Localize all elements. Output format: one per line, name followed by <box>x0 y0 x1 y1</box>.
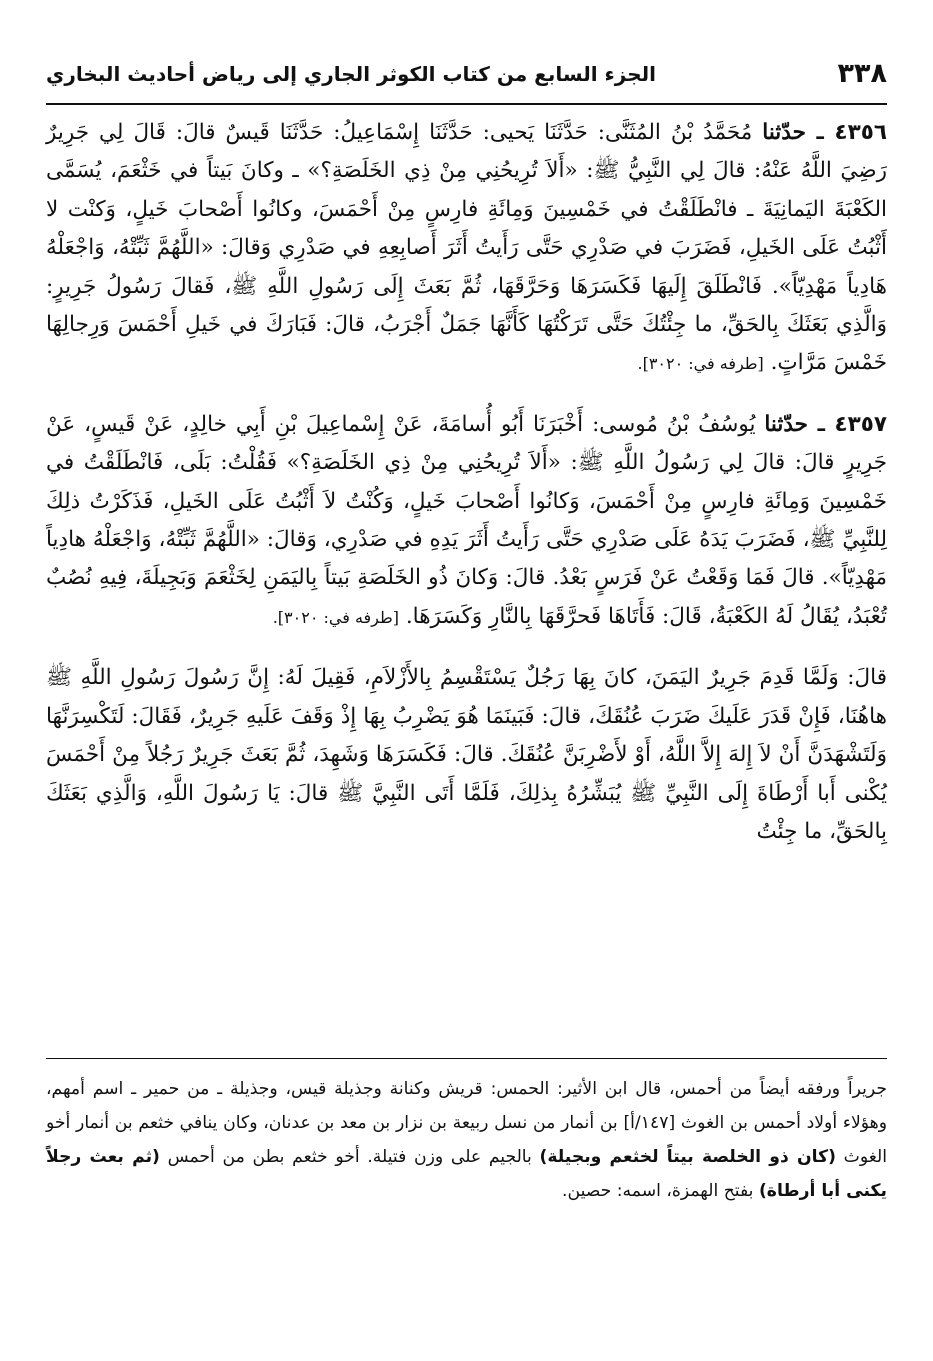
footnote-text: بالجيم على وزن فتيلة. أخو خثعم بطن من أحمس <box>159 1147 540 1167</box>
page-number: ٣٣٨ <box>837 58 887 89</box>
hadith-number: ٤٣٥٦ <box>834 120 887 145</box>
hadith-cross-reference: [طرفه في: ٣٠٢٠]. <box>637 354 764 374</box>
footnote-text: بفتح الهمزة، اسمه: حصين. <box>562 1181 759 1201</box>
hadith-opening: حدّثنا <box>762 120 806 145</box>
footnote <box>46 1072 887 1208</box>
running-title: الجزء السابع من كتاب الكوثر الجاري إلى رياض أحاديث البخاري <box>46 62 656 86</box>
hadith-4356 <box>46 114 887 384</box>
hadith-dash: ـ <box>805 120 835 145</box>
hadith-cross-reference: [طرفه في: ٣٠٢٠]. <box>272 607 399 627</box>
hadith-text: مُحَمَّدُ بْنُ المُثَنَّى: حَدَّثَنَا يَحيى: حَدَّثَنَا إِسْمَاعِيلُ: حَدَّثَنَا قَيسٌ قالَ: قَالَ لِي جَرِيرٌ رَضِيَ اللَّهُ عَنْهُ: قالَ لِي النَّبِيُّ ﷺ: «أَلاَ تُرِيحُنِي مِنْ ذِي الخَلَصَةِ؟» ـ وكانَ بَيتاً في خَثْعَمَ، يُسَمَّى الكَعْبَةَ اليَمانِيَةَ ـ فانْطَلَقْتُ في خَمْسِينَ وَمِائَةِ فارِسٍ مِنْ أَحْمَسَ، وكانُوا أَصْحابَ خَيلٍ، وَكنْت لا أَثْبُتُ عَلَى الخَيلِ، فَضَرَبَ في صَدْرِي حَتَّى رَأَيتُ أَثَرَ أَصابِعِهِ في صَدْرِي وَقالَ: «اللَّهُمَّ ثَبِّتْهُ، وَاجْعَلْهُ هَادِياً مَهْدِيّاً». فَانْطَلَقَ إِلَيهَا فَكَسَرَهَا وَحَرَّقَهَا، ثُمَّ بَعَثَ إِلَى رَسُولِ اللَّهِ ﷺ، فَقالَ رَسُولُ جَرِيرٍ: وَالَّذِي بَعَثَكَ بِالحَقِّ، ما جِئْتُكَ حَتَّى تَرَكْتُهَا كَأَنَّهَا جَمَلٌ أَجْرَبُ، قالَ: فَبَارَكَ في خَيلِ أَحْمَسَ وَرِجالِهَا خَمْسَ مَرَّاتٍ. <box>46 120 887 376</box>
hadith-continuation: قالَ: وَلَمَّا قَدِمَ جَرِيرٌ اليَمَنَ، كانَ بِهَا رَجُلٌ يَسْتَقْسِمُ بِالأَزْلاَمِ، فَقِيلَ لَهُ: إِنَّ رَسُولَ رَسُولِ اللَّهِ ﷺ هاهُنَا، فَإِنْ قَدَرَ عَلَيكَ ضَرَبَ عُنُقَكَ، قالَ: فَبَينَمَا هُوَ يَضْرِبُ بِهَا إِذْ وَقَفَ عَلَيهِ جَرِيرٌ، فَقَالَ: لَتَكْسِرَنَّهَا وَلَتَشْهَدَنَّ أَنْ لاَ إِلهَ إِلاَّ اللَّهُ، أَوْ لأَضْرِبَنَّ عُنُقَكَ. قالَ: فَكَسَرَهَا وَشَهِدَ، ثُمَّ بَعَثَ جَرِيرٌ رَجُلاً مِنْ أَحْمَسَ يُكْنى أَبا أَرْطَاةَ إِلَى النَّبِيِّ ﷺ يُبَشِّرُهُ بِذلِكَ، فَلَمَّا أَتَى النَّبِيَّ ﷺ قالَ: يَا رَسُولَ اللَّهِ، وَالَّذِي بَعَثَكَ بِالحَقِّ، ما جِئْتُ <box>46 665 887 844</box>
hadith-opening: حدّثنا <box>764 411 808 437</box>
footnote-quoted-text: (ثم بعث رجلاً يكنى أبا أرطاة) <box>46 1147 887 1201</box>
header-divider <box>46 103 887 105</box>
footnote-divider <box>46 1058 887 1059</box>
page-header <box>46 54 887 102</box>
hadith-4357 <box>46 406 887 637</box>
hadith-number: ٤٣٥٧ <box>834 411 887 437</box>
footnote-text: جريراً ورفقه أيضاً من أحمس، قال ابن الأثير: الحمس: قريش وكنانة وجذيلة قيس، وجذيلة ـ من حمير ـ اسم أمهم، وهؤلاء أولاد أحمس بن الغوث [١٤٧/أ] بن أنمار من نسل ربيعة بن نزار بن معد بن عدنان، وكان ينافي خثعم بن أنمار أخو الغوث <box>46 1079 888 1167</box>
main-text <box>46 114 887 851</box>
footnote-quoted-text: (كان ذو الخلصة بيتاً لخثعم وبجيلة) <box>539 1147 836 1167</box>
hadith-text: يُوسُفُ بْنُ مُوسى: أَخْبَرَنَا أَبُو أُسامَةَ، عَنْ إِسْماعِيلَ بْنِ أَبِي خالِدٍ، عَنْ قَيسٍ، عَنْ جَرِيرٍ قالَ: قالَ لِي رَسُولُ اللَّهِ ﷺ: «أَلاَ تُرِيحُنِي مِنْ ذِي الخَلَصَةِ؟» فَقُلْتُ: بَلَى، فَانْطَلَقْتُ في خَمْسِينَ وَمِائَةِ فارِسٍ مِنْ أَحْمَسَ، وَكانُوا أَصْحابَ خَيلٍ، وَكُنْتُ لاَ أَثْبُتُ عَلَى الخَيلِ، فَذَكَرْتُ ذلِكَ لِلنَّبِيِّ ﷺ، فَضَرَبَ يَدَهُ عَلَى صَدْرِي حَتَّى رَأَيتُ أَثَرَ يَدِهِ في صَدْرِي، وَقالَ: «اللَّهُمَّ ثَبِّتْهُ، وَاجْعَلْهُ هادِياً مَهْدِيّاً». قالَ فَمَا وَقَعْتُ عَنْ فَرَسٍ بَعْدُ. قالَ: وَكانَ ذُو الخَلَصَةِ بَيتاً بِاليَمَنِ لِخَثْعَمَ وَبَجِيلَةَ، فِيهِ نُصُبٌ تُعْبَدُ، يُقَالُ لَهُ الكَعْبَةُ، قَالَ: فَأَتَاهَا فَحرَّقَهَا بِالنَّارِ وَكَسَرَهَا. <box>46 411 887 629</box>
hadith-dash: ـ <box>807 411 835 437</box>
